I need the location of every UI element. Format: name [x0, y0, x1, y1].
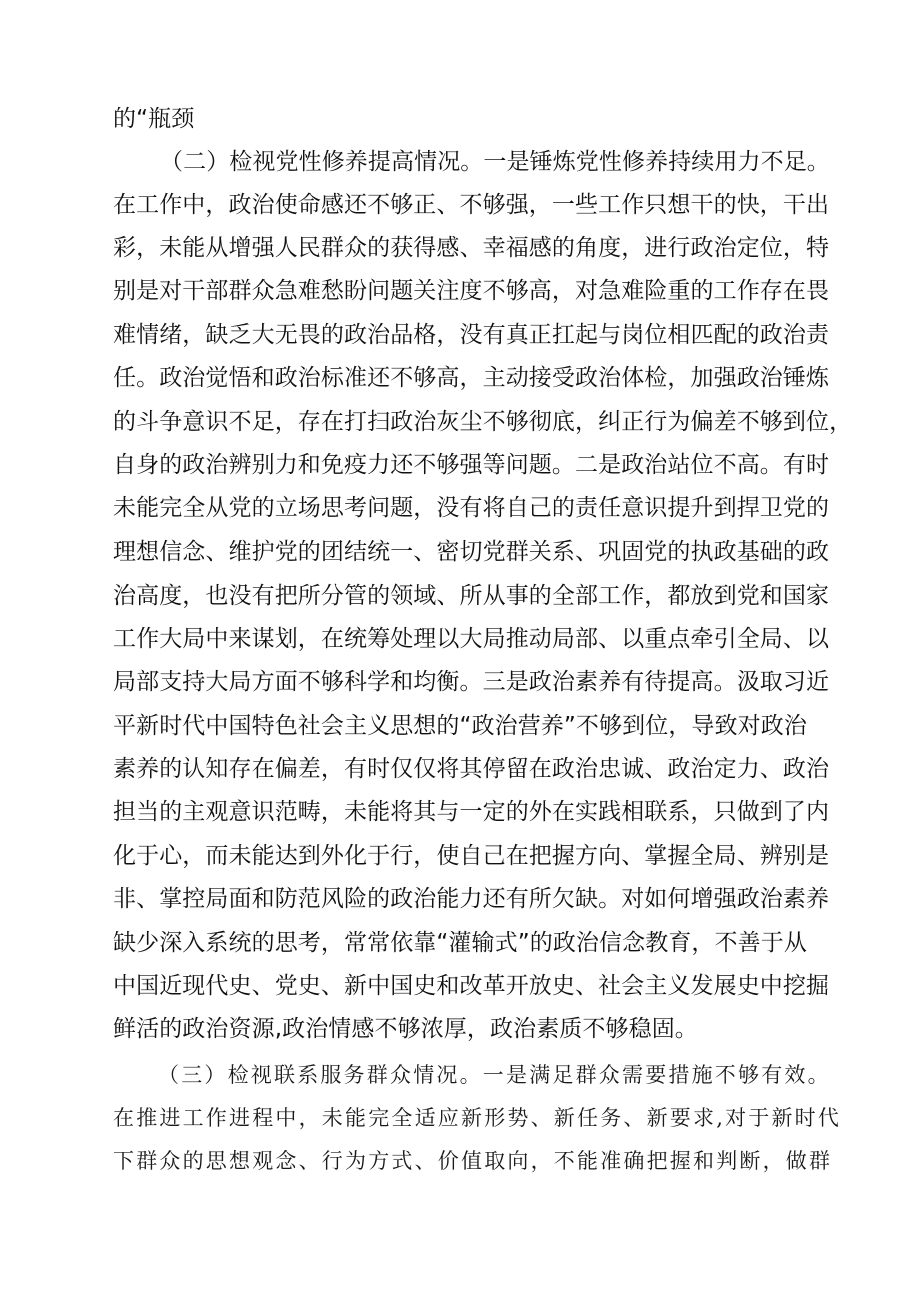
text-line: 非、掌控局面和防范风险的政治能力还有所欠缺。对如何增强政治素养 [113, 886, 830, 912]
text-line: 未能完全从党的立场思考问题，没有将自己的责任意识提升到捍卫党的 [113, 495, 830, 521]
text-line: 下群众的思想观念、行为方式、价值取向，不能准确把握和判断，做群 [113, 1149, 833, 1173]
text-line: 中国近现代史、党史、新中国史和改革开放史、社会主义发展史中挖掘 [113, 973, 830, 999]
text-line: （三）检视联系服务群众情况。一是满足群众需要措施不够有效。 [158, 1063, 831, 1087]
text-line: 素养的认知存在偏差，有时仅仅将其停留在政治忠诚、政治定力、政治 [113, 756, 830, 782]
text-line: 的斗争意识不足，存在打扫政治灰尘不够彻底，纠正行为偏差不够到位， [113, 409, 853, 435]
paragraph-fragment: 的“瓶颈 [113, 106, 195, 132]
text-line: 工作大局中来谋划，在统筹处理以大局推动局部、以重点牵引全局、以 [113, 626, 830, 652]
text-line: 难情绪，缺乏大无畏的政治品格，没有真正扛起与岗位相匹配的政治责 [113, 322, 830, 348]
text-line: 在推进工作进程中，未能完全适应新形势、新任务、新要求,对于新时代 [113, 1106, 842, 1130]
text-line: 彩，未能从增强人民群众的获得感、幸福感的角度，进行政治定位，特 [113, 235, 830, 261]
text-line: （二）检视党性修养提高情况。一是锤炼党性修养持续用力不足。 [160, 149, 830, 175]
text-line: 任。政治觉悟和政治标准还不够高，主动接受政治体检，加强政治锤炼 [113, 365, 830, 391]
text-line: 理想信念、维护党的团结统一、密切党群关系、巩固党的执政基础的政 [113, 539, 830, 565]
text-line: 自身的政治辨别力和免疫力还不够强等问题。二是政治站位不高。有时 [113, 452, 830, 478]
text-line: 别是对干部群众急难愁盼问题关注度不够高，对急难险重的工作存在畏 [113, 278, 830, 304]
text-line: 担当的主观意识范畴，未能将其与一定的外在实践相联系，只做到了内 [113, 799, 830, 825]
text-line: 鲜活的政治资源,政治情感不够浓厚，政治素质不够稳固。 [113, 1016, 698, 1042]
text-line: 缺少深入系统的思考，常常依靠“灌输式”的政治信念教育，不善于从 [113, 930, 807, 956]
text-line: 化于心，而未能达到外化于行，使自己在把握方向、掌握全局、辨别是 [113, 843, 830, 869]
text-line: 治高度，也没有把所分管的领域、所从事的全部工作，都放到党和国家 [113, 583, 830, 609]
text-line: 在工作中，政治使命感还不够正、不够强，一些工作只想干的快，干出 [113, 192, 830, 218]
text-line: 局部支持大局方面不够科学和均衡。三是政治素养有待提高。汲取习近 [113, 669, 830, 695]
text-line: 平新时代中国特色社会主义思想的“政治营养”不够到位，导致对政治 [113, 713, 807, 739]
